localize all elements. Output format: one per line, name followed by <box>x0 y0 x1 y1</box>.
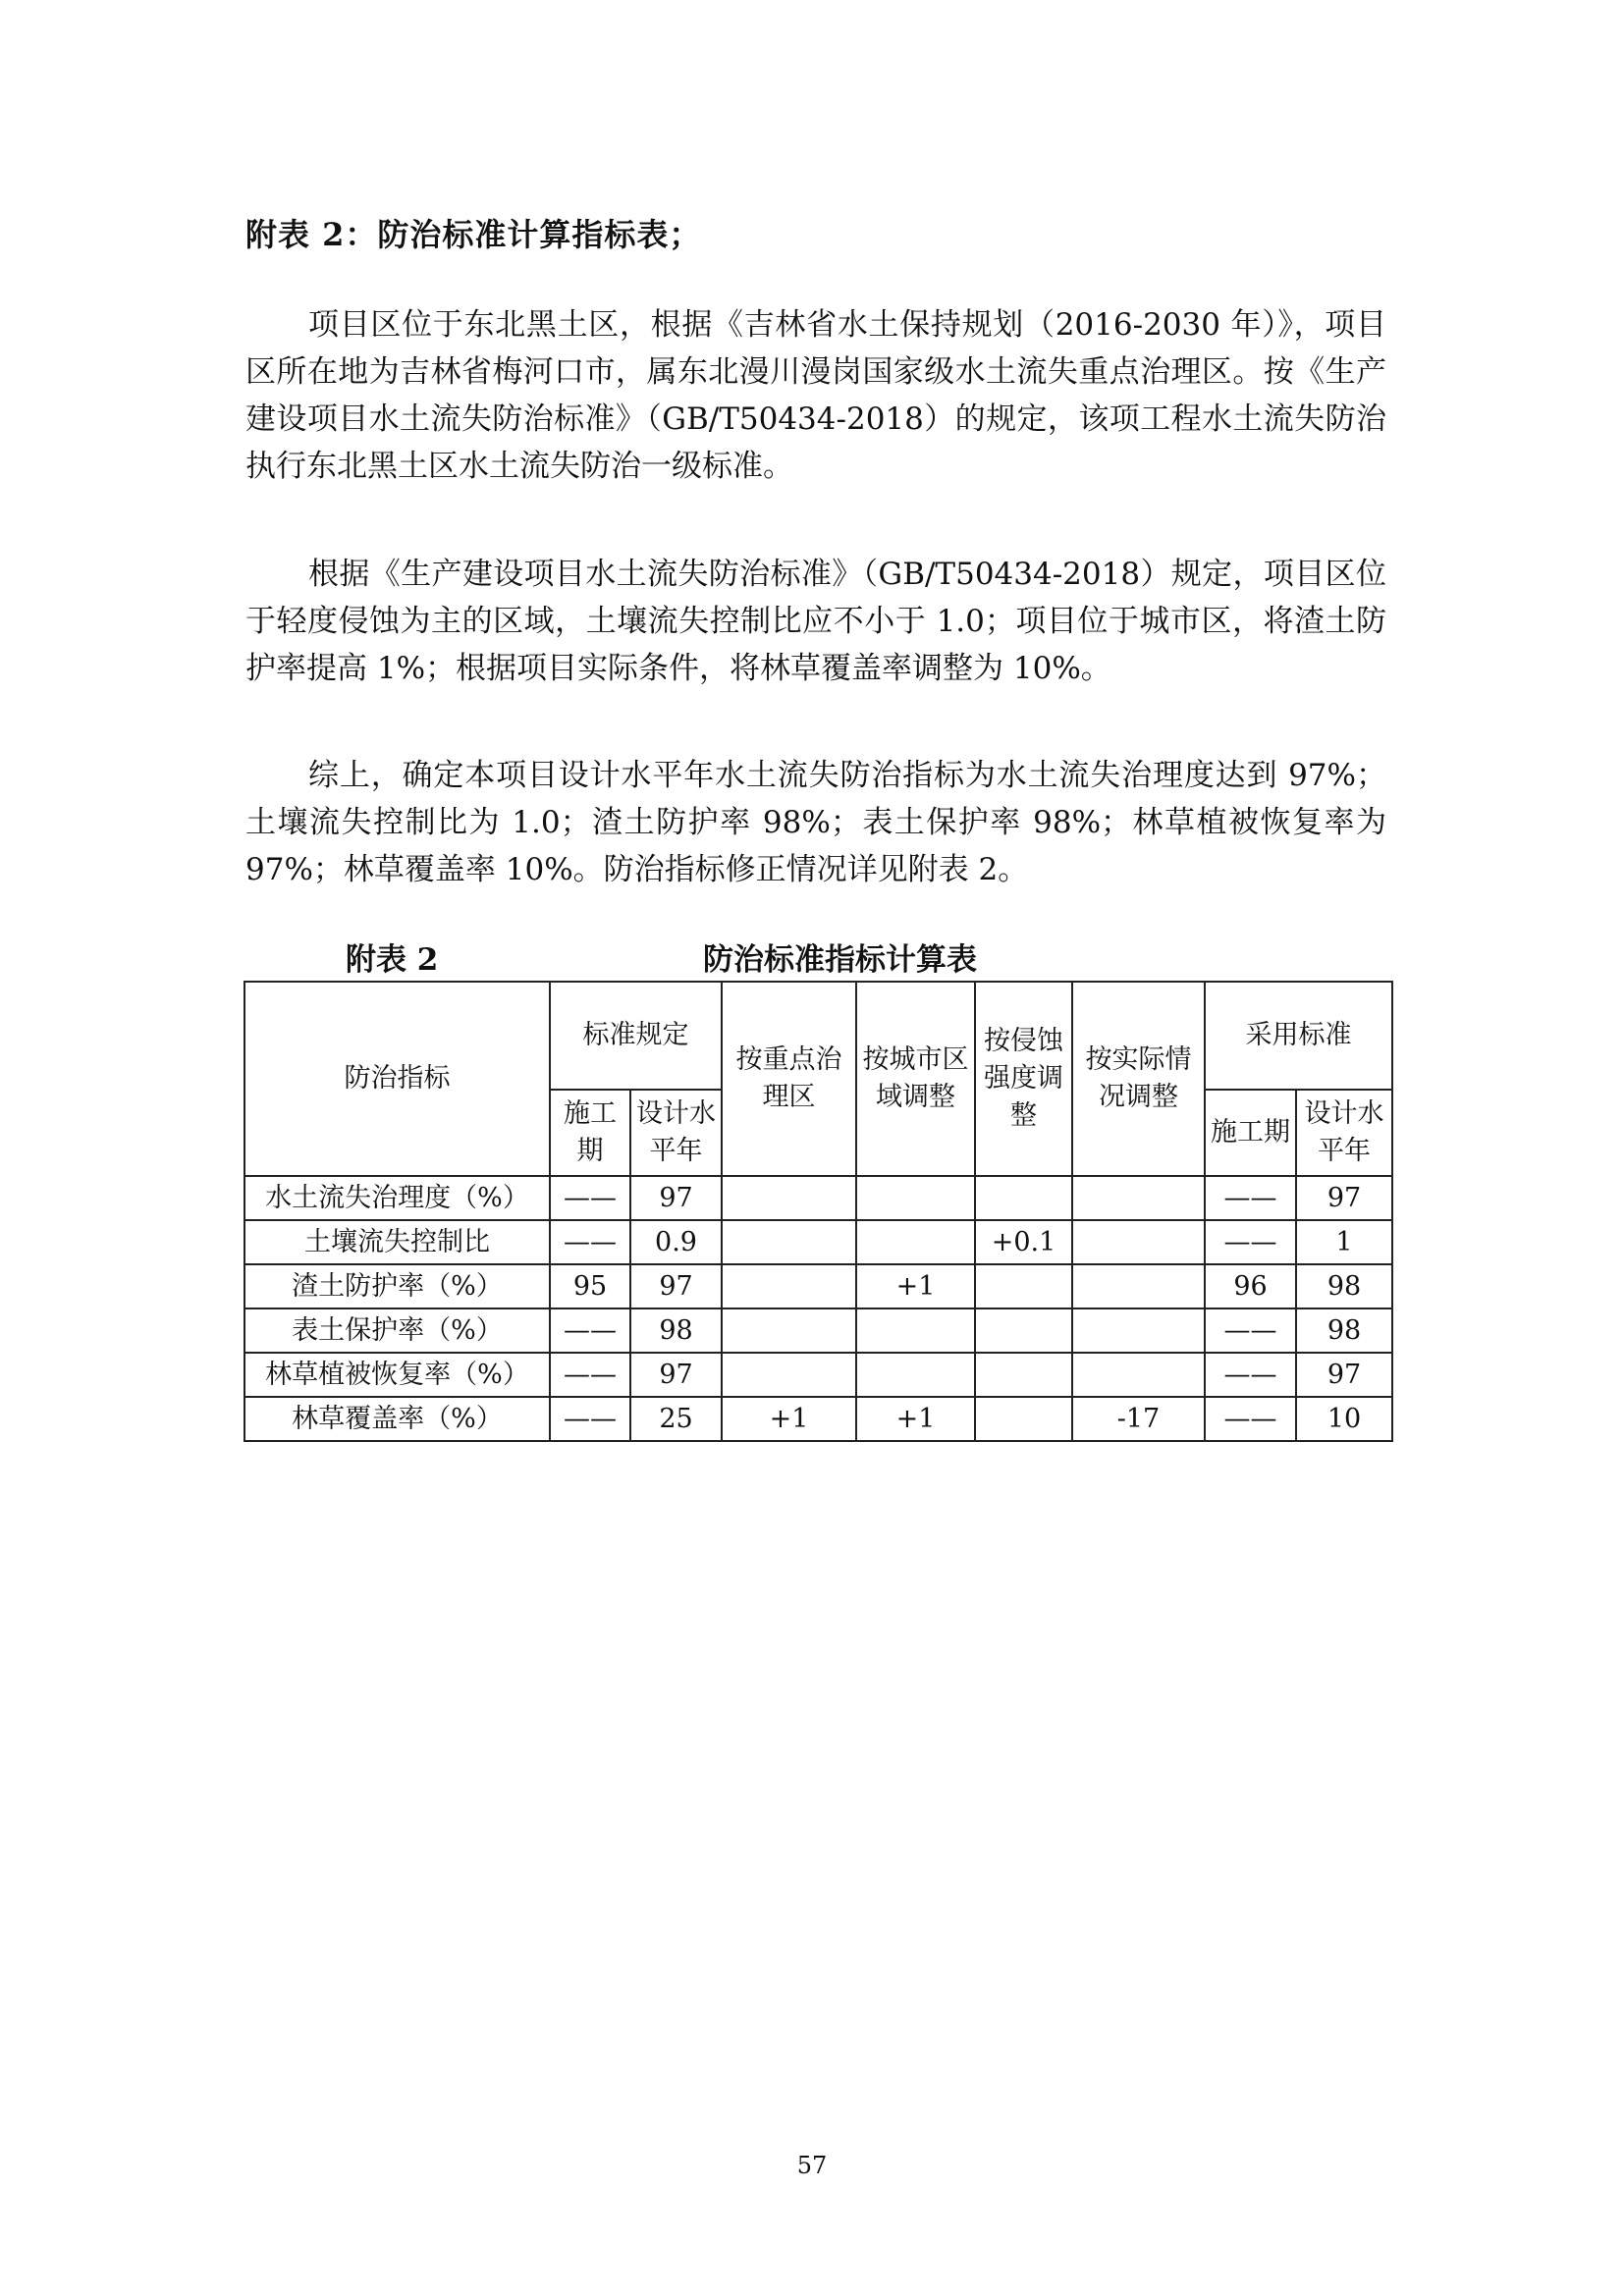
cell-adopted-construction: 96 <box>1205 1264 1296 1308</box>
page-number: 57 <box>796 2152 828 2179</box>
cell-actual-adjust <box>1072 1220 1205 1264</box>
paragraph-1: 项目区位于东北黑土区，根据《吉林省水土保持规划（2016-2030 年）》，项目区所在地为吉林省梅河口市，属东北漫川漫岗国家级水土流失重点治理区。按《生产建设项目水土流失防治标准》（GB/T50434-2018）的规定，该项工程水土流失防治执行东北黑土区水土流失防治一级标准。 <box>245 307 1386 484</box>
cell-adopted-design: 1 <box>1296 1220 1392 1264</box>
table-caption-title: 防治标准指标计算表 <box>703 942 977 978</box>
cell-actual-adjust <box>1072 1264 1205 1308</box>
cell-adopted-design: 10 <box>1296 1397 1392 1441</box>
cell-key-area <box>722 1220 856 1264</box>
cell-indicator: 土壤流失控制比 <box>244 1220 550 1264</box>
cell-erosion-adjust <box>975 1176 1072 1220</box>
cell-city-adjust <box>856 1220 975 1264</box>
header-indicator: 防治指标 <box>244 982 550 1176</box>
section-heading: 附表 2：防治标准计算指标表； <box>245 216 702 253</box>
cell-actual-adjust <box>1072 1176 1205 1220</box>
header-construction: 施工期 <box>550 1090 630 1176</box>
cell-actual-adjust <box>1072 1308 1205 1353</box>
table-row <box>244 1397 1392 1441</box>
cell-indicator: 表土保护率（%） <box>244 1308 550 1353</box>
cell-std-construction: —— <box>550 1220 630 1264</box>
cell-std-construction: —— <box>550 1308 630 1353</box>
cell-adopted-construction: —— <box>1205 1308 1296 1353</box>
cell-city-adjust <box>856 1353 975 1397</box>
cell-adopted-design: 97 <box>1296 1353 1392 1397</box>
cell-std-design: 97 <box>630 1264 722 1308</box>
cell-adopted-construction: —— <box>1205 1397 1296 1441</box>
cell-std-design: 25 <box>630 1397 722 1441</box>
header-city-adjust: 按城市区域调整 <box>856 982 975 1176</box>
cell-std-construction: —— <box>550 1397 630 1441</box>
cell-std-design: 97 <box>630 1176 722 1220</box>
cell-indicator: 渣土防护率（%） <box>244 1264 550 1308</box>
cell-erosion-adjust <box>975 1308 1072 1353</box>
cell-key-area <box>722 1264 856 1308</box>
cell-city-adjust: +1 <box>856 1264 975 1308</box>
cell-actual-adjust: -17 <box>1072 1397 1205 1441</box>
cell-indicator: 林草覆盖率（%） <box>244 1397 550 1441</box>
cell-std-construction: 95 <box>550 1264 630 1308</box>
table-row <box>244 1353 1392 1397</box>
cell-adopted-construction: —— <box>1205 1176 1296 1220</box>
table-row <box>244 1264 1392 1308</box>
cell-erosion-adjust <box>975 1264 1072 1308</box>
standards-table <box>244 981 1393 1442</box>
cell-adopted-design: 98 <box>1296 1308 1392 1353</box>
cell-city-adjust <box>856 1308 975 1353</box>
table-caption-number: 附表 2 <box>346 942 439 978</box>
cell-adopted-design: 97 <box>1296 1176 1392 1220</box>
cell-erosion-adjust <box>975 1353 1072 1397</box>
cell-adopted-construction: —— <box>1205 1353 1296 1397</box>
cell-std-construction: —— <box>550 1176 630 1220</box>
cell-key-area <box>722 1308 856 1353</box>
cell-std-design: 0.9 <box>630 1220 722 1264</box>
cell-key-area <box>722 1176 856 1220</box>
cell-key-area: +1 <box>722 1397 856 1441</box>
header-design-year: 设计水平年 <box>630 1090 722 1176</box>
cell-erosion-adjust: +0.1 <box>975 1220 1072 1264</box>
header-actual-adjust: 按实际情况调整 <box>1072 982 1205 1176</box>
cell-std-design: 98 <box>630 1308 722 1353</box>
header-standard: 标准规定 <box>550 982 722 1090</box>
table-row <box>244 1308 1392 1353</box>
cell-std-construction: —— <box>550 1353 630 1397</box>
cell-adopted-construction: —— <box>1205 1220 1296 1264</box>
table-row <box>244 1176 1392 1220</box>
cell-indicator: 林草植被恢复率（%） <box>244 1353 550 1397</box>
paragraph-2: 根据《生产建设项目水土流失防治标准》（GB/T50434-2018）规定，项目区位于轻度侵蚀为主的区域，土壤流失控制比应不小于 1.0；项目位于城市区，将渣土防护率提高 1%；根据项目实际条件，将林草覆盖率调整为 10%。 <box>245 557 1386 686</box>
header-adopted: 采用标准 <box>1205 982 1392 1090</box>
cell-indicator: 水土流失治理度（%） <box>244 1176 550 1220</box>
header-key-area: 按重点治理区 <box>722 982 856 1176</box>
cell-erosion-adjust <box>975 1397 1072 1441</box>
header-erosion-adjust: 按侵蚀强度调整 <box>975 982 1072 1176</box>
cell-actual-adjust <box>1072 1353 1205 1397</box>
paragraph-3: 综上，确定本项目设计水平年水土流失防治指标为水土流失治理度达到 97%；土壤流失控制比为 1.0；渣土防护率 98%；表土保护率 98%；林草植被恢复率为 97%；林草覆盖率 10%。防治指标修正情况详见附表 2。 <box>245 758 1386 887</box>
cell-city-adjust <box>856 1176 975 1220</box>
table-row <box>244 1220 1392 1264</box>
header-adopted-design-year: 设计水平年 <box>1296 1090 1392 1176</box>
cell-std-design: 97 <box>630 1353 722 1397</box>
cell-city-adjust: +1 <box>856 1397 975 1441</box>
cell-adopted-design: 98 <box>1296 1264 1392 1308</box>
cell-key-area <box>722 1353 856 1397</box>
header-adopted-construction: 施工期 <box>1205 1090 1296 1176</box>
